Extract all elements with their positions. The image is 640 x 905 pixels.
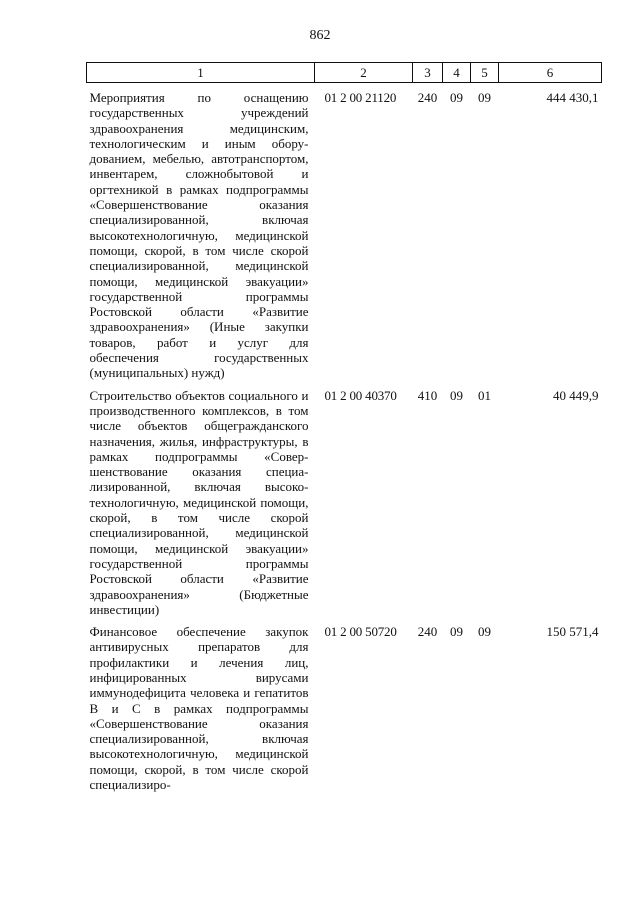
table-row — [87, 381, 602, 617]
header-col-4: 4 — [443, 63, 471, 83]
row-col5: 09 — [478, 90, 491, 105]
row-description: Строительство объектов социального и производственного комплексов, в том числе объектов общегражданского назначения, жилья, инфраструктуры, в рамках подпрограммы «Совершенствование оказания специализированной, включая высокотехнологичную, медицинской помощи, скорой, в том числе скорой специализированной, медицинской помощи, медицинской эвакуации» государственной программы Ростовской области «Развитие здравоохранения» (Бюджетные инвестиции) — [89, 387, 309, 617]
header-col-5: 5 — [471, 63, 499, 83]
header-col-6: 6 — [499, 63, 602, 83]
table-row — [87, 617, 602, 804]
row-col3: 240 — [417, 624, 438, 640]
table-header — [87, 63, 602, 83]
row-amount: 40 449,9 — [553, 387, 599, 403]
row-description: Мероприятия по оснащению государственных учреждений здравоохранения медицинским, технологическим и иным оборудованием, мебелью, автотранспортом, инвентарем, сложнобытовой и оргтехникой в рамках подпрограммы «Совершенствование оказания специализированной, включая высокотехнологичную, медицинской помощи, скорой, в том числе скорой специализированной, медицинской помощи, медицинской эвакуации» государственной программы Ростовской области «Развитие здравоохранения» (Иные закупки товаров, работ и услуг для обеспечения государственных (муниципальных) нужд) — [89, 90, 309, 381]
row-col4: 09 — [450, 624, 463, 640]
row-code: 01 2 00 50720 — [324, 624, 397, 640]
row-col3: 410 — [417, 387, 438, 403]
budget-table — [86, 62, 602, 804]
header-col-2: 2 — [315, 63, 413, 83]
page-number: 862 — [309, 28, 331, 43]
header-col-1: 1 — [87, 63, 315, 83]
row-col5: 01 — [478, 387, 491, 403]
row-col4: 09 — [450, 90, 463, 105]
header-col-3: 3 — [413, 63, 443, 83]
row-col5: 09 — [478, 624, 491, 640]
row-description: Финансовое обеспечение закупок антивирусных препаратов для профилактики и лечения лиц, инфицированных вирусами иммунодефицита человека и гепатитов B и C в рамках подпрограммы «Совершенствование оказания специализированной, включая высокотехнологичную, медицинской помощи, скорой, в том числе скорой специализиро- — [89, 624, 309, 793]
row-code: 01 2 00 40370 — [324, 387, 397, 403]
row-col4: 09 — [450, 387, 463, 403]
row-col3: 240 — [417, 90, 438, 105]
table-row — [87, 83, 602, 381]
row-code: 01 2 00 21120 — [324, 90, 397, 105]
row-amount: 444 430,1 — [546, 90, 599, 105]
row-amount: 150 571,4 — [546, 624, 599, 640]
